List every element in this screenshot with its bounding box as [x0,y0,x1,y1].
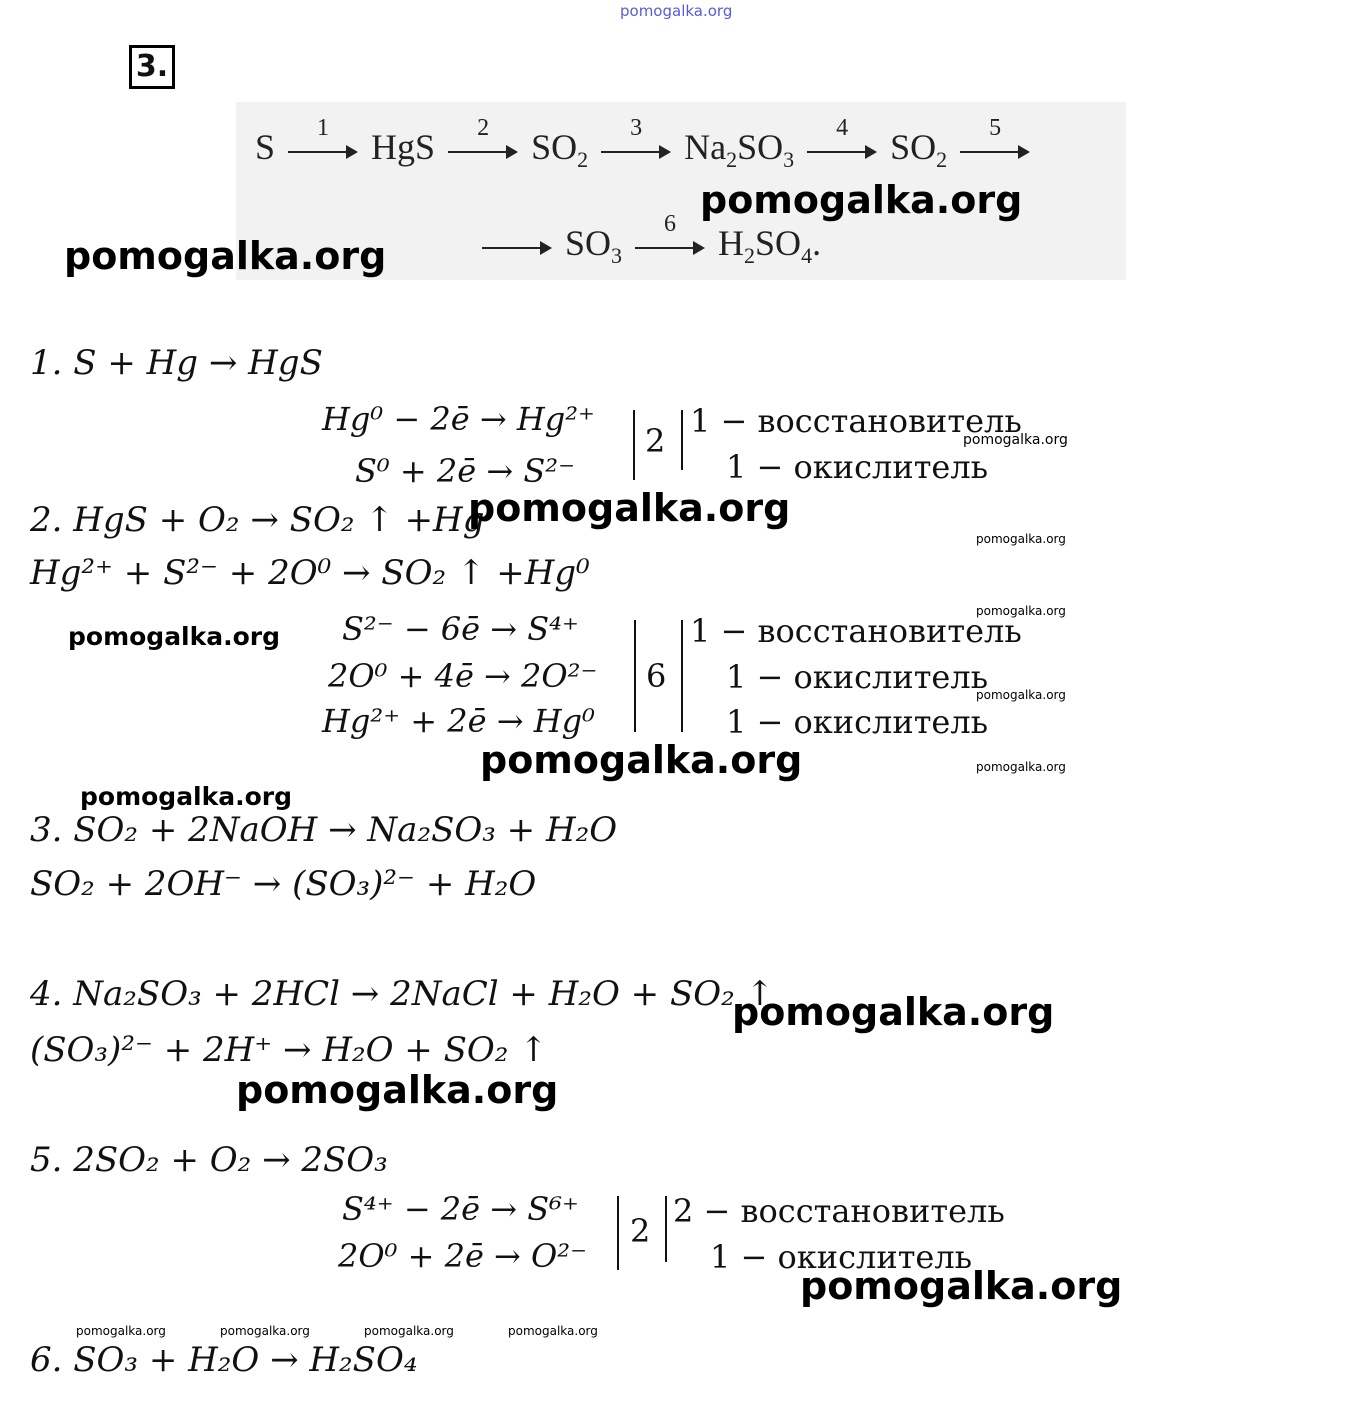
watermark: pomogalka.org [480,738,803,782]
watermark: pomogalka.org [976,604,1066,618]
reaction-5-role-2: 1 − окислитель [710,1238,973,1276]
reaction-6: 6. SO₃ + H₂O → H₂SO₄ [30,1340,418,1380]
watermark: pomogalka.org [700,178,1023,222]
reaction-5-multiplier: 2 [630,1212,651,1250]
reaction-1-role-2: 1 − окислитель [726,448,989,486]
watermark: pomogalka.org [976,532,1066,546]
reaction-1-multiplier: 2 [645,422,666,460]
scheme-arrow-1 [288,114,358,161]
reaction-2-multiplier: 6 [646,657,667,695]
reaction-5-half-1: S⁴⁺ − 2ē → S⁶⁺ [342,1190,579,1228]
watermark: pomogalka.org [976,760,1066,774]
reaction-2-role-3: 1 − окислитель [726,703,989,741]
scheme-s: S [255,127,276,167]
scheme-so3: $SO_3$ [565,223,623,269]
task-number: 3. [129,45,175,89]
scheme-row-1 [255,114,1034,173]
reaction-5-role-1: 2 − восстановитель [673,1192,1005,1230]
reaction-2-ionic: Hg²⁺ + S²⁻ + 2O⁰ → SO₂ ↑ +Hg⁰ [30,553,590,593]
watermark: pomogalka.org [220,1324,310,1338]
balance-bar [617,1196,619,1270]
balance-bar [633,410,635,480]
watermark: pomogalka.org [800,1264,1123,1308]
scheme-so2: $SO_2$ [531,127,589,173]
reaction-5-half-2: 2O⁰ + 2ē → O²⁻ [338,1237,587,1275]
scheme-arrow-5 [960,114,1030,161]
scheme-hgs: HgS [371,127,436,167]
scheme-arrow-label-1: 1 [317,114,330,141]
reaction-1: 1. S + Hg → HgS [30,343,323,383]
watermark: pomogalka.org [963,432,1068,448]
scheme-arrow-label-5: 5 [989,114,1002,141]
scheme-arrow-label-3: 3 [630,114,643,141]
scheme-arrow-3 [601,114,671,161]
reaction-1-role-1: 1 − восстановитель [690,402,1022,440]
reaction-2-half-1: S²⁻ − 6ē → S⁴⁺ [342,610,579,648]
reaction-2-half-3: Hg²⁺ + 2ē → Hg⁰ [322,702,595,740]
watermark: pomogalka.org [64,234,387,278]
balance-bar [634,620,636,732]
reaction-1-half-2: S⁰ + 2ē → S²⁻ [355,452,575,490]
watermark: pomogalka.org [364,1324,454,1338]
scheme-row-2 [478,210,822,269]
balance-bar [665,1196,667,1262]
watermark: pomogalka.org [508,1324,598,1338]
scheme-arrow-continue [482,237,552,257]
balance-bar [681,620,683,732]
scheme-arrow-2 [448,114,518,161]
balance-bar [681,410,683,470]
scheme-arrow-label-2: 2 [477,114,490,141]
watermark: pomogalka.org [68,622,281,651]
watermark: pomogalka.org [976,688,1066,702]
reaction-2: 2. HgS + O₂ → SO₂ ↑ +Hg [30,500,485,540]
reaction-5: 5. 2SO₂ + O₂ → 2SO₃ [30,1140,388,1180]
reaction-4-ionic: (SO₃)²⁻ + 2H⁺ → H₂O + SO₂ ↑ [30,1030,548,1070]
reaction-2-half-2: 2O⁰ + 4ē → 2O²⁻ [328,657,598,695]
reaction-4: 4. Na₂SO₃ + 2HCl → 2NaCl + H₂O + SO₂ ↑ [30,974,775,1014]
reaction-2-role-2: 1 − окислитель [726,658,989,696]
scheme-so2-second: $SO_2$ [890,127,948,173]
reaction-3: 3. SO₂ + 2NaOH → Na₂SO₃ + H₂O [30,810,618,850]
scheme-arrow-label-4: 4 [836,114,849,141]
scheme-h2so4: $H_2SO_4$. [718,223,822,269]
scheme-na2so3: $Na_2SO_3$ [684,127,795,173]
watermark-top: pomogalka.org [620,2,733,20]
watermark: pomogalka.org [80,782,293,811]
watermark: pomogalka.org [236,1068,559,1112]
reaction-3-ionic: SO₂ + 2OH⁻ → (SO₃)²⁻ + H₂O [30,864,537,904]
scheme-arrow-label-6: 6 [664,210,677,237]
scheme-arrow-6 [635,210,705,257]
watermark: pomogalka.org [732,990,1055,1034]
watermark: pomogalka.org [76,1324,166,1338]
reaction-1-half-1: Hg⁰ − 2ē → Hg²⁺ [322,400,595,438]
watermark: pomogalka.org [468,486,791,530]
scheme-arrow-4 [807,114,877,161]
reaction-2-role-1: 1 − восстановитель [690,612,1022,650]
